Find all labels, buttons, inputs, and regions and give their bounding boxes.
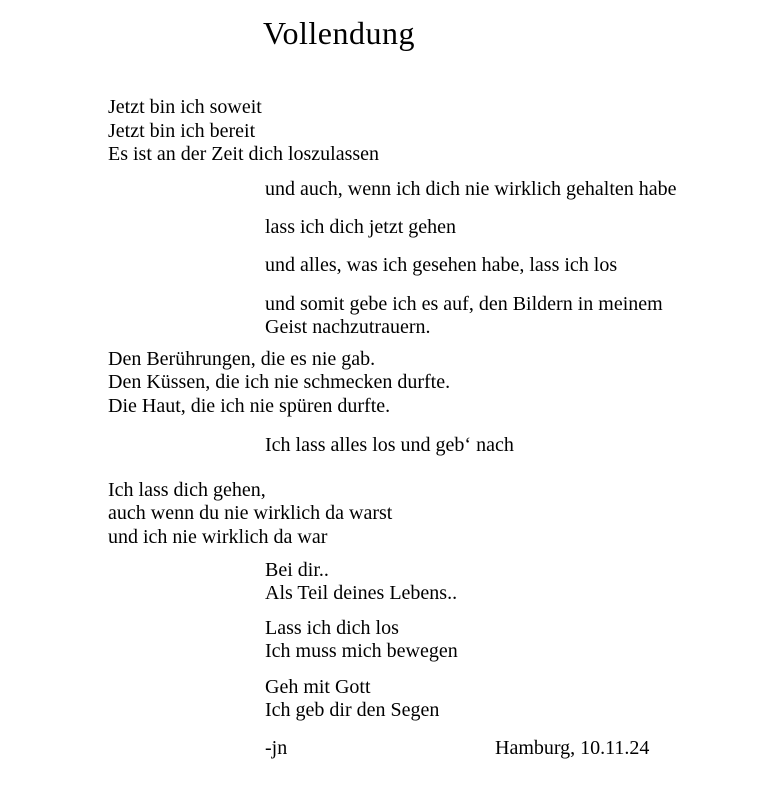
poem-line: und ich nie wirklich da war — [108, 525, 328, 548]
stanza-indented — [265, 676, 768, 723]
stanza-indented — [265, 293, 768, 340]
poem-line: und somit gebe ich es auf, den Bildern in meinem — [265, 292, 663, 315]
stanza-opening — [108, 96, 768, 167]
stanza-left — [108, 479, 768, 550]
poem-line: Ich lass dich gehen, — [108, 478, 266, 501]
poem-line: Bei dir.. — [265, 558, 329, 581]
stanza-indented — [265, 216, 768, 240]
poem-line: Jetzt bin ich bereit — [108, 119, 256, 142]
poem-line: Ich lass alles los und geb‘ nach — [265, 433, 514, 456]
poem-line: lass ich dich jetzt gehen — [265, 215, 457, 238]
poem-line: Ich muss mich bewegen — [265, 640, 458, 662]
poem-line: Als Teil deines Lebens.. — [265, 582, 458, 604]
place-date: Hamburg, 10.11.24 — [495, 736, 650, 759]
poem-line: Die Haut, die ich nie spüren durfte. — [108, 394, 391, 417]
poem-line: Den Küssen, die ich nie schmecken durfte. — [108, 371, 451, 393]
poem-line: Jetzt bin ich soweit — [108, 96, 262, 118]
poem-line: und alles, was ich gesehen habe, lass ich los — [265, 253, 618, 276]
poem-line: Geh mit Gott — [265, 675, 371, 698]
stanza-indented — [265, 559, 768, 606]
stanza-indented — [265, 617, 768, 664]
signature-row — [108, 737, 768, 761]
stanza-indented — [265, 178, 768, 202]
poem-line: Es ist an der Zeit dich loszulassen — [108, 143, 380, 165]
poem-line: Den Berührungen, die es nie gab. — [108, 347, 376, 370]
stanza-indented — [265, 434, 768, 458]
stanza-left — [108, 348, 768, 419]
stanza-indented — [265, 254, 768, 278]
poem-line: auch wenn du nie wirklich da warst — [108, 502, 393, 524]
poem-line: und auch, wenn ich dich nie wirklich gehalten habe — [265, 177, 677, 200]
author-initials: -jn — [265, 736, 288, 759]
poem-line: Lass ich dich los — [265, 616, 399, 639]
poem-line: Geist nachzutrauern. — [265, 316, 431, 338]
poem-line: Ich geb dir den Segen — [265, 699, 440, 721]
poem-title: Vollendung — [263, 15, 415, 51]
